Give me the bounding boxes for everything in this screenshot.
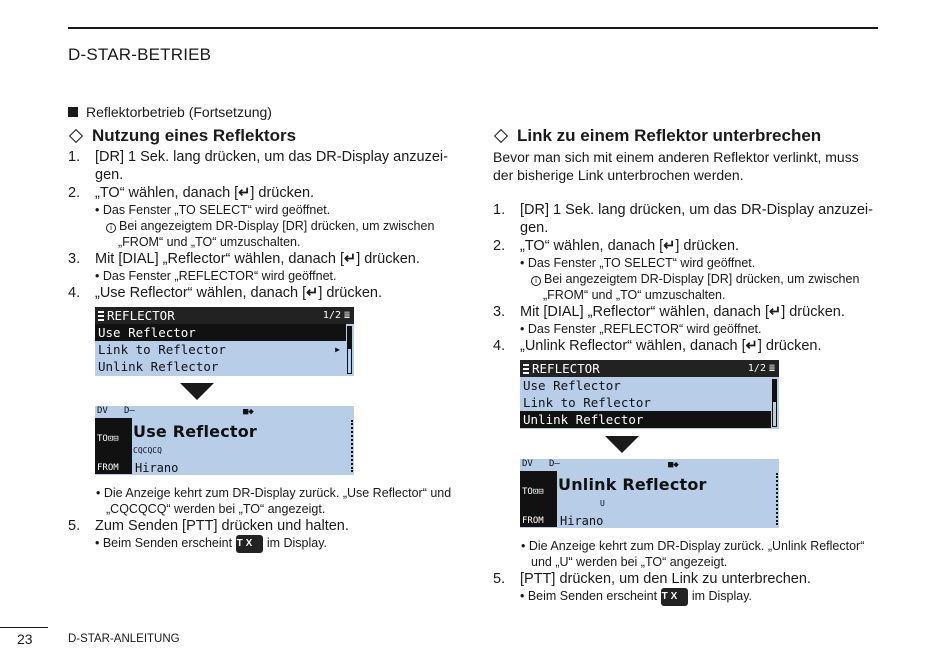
to-sub-value: CQCQCQ [133, 446, 162, 455]
to-label: TO⊡⊟ [95, 418, 132, 460]
to-sub-value: U [600, 499, 605, 508]
lcd-menu-page: 1/2 [747, 363, 766, 374]
step-number: 2. [493, 238, 506, 254]
to-label: TO⊡⊟ [520, 471, 557, 513]
lcd-menu-title: REFLECTOR [532, 361, 600, 376]
footer-label: D-STAR-ANLEITUNG [68, 633, 180, 645]
step [493, 337, 878, 355]
step-number: 1. [68, 149, 81, 165]
d-indicator: D– [124, 406, 135, 416]
lcd-menu-item-use-reflector[interactable]: Use Reflector [95, 324, 346, 341]
step [68, 517, 453, 535]
dv-indicator: DV [97, 406, 108, 416]
enter-key-icon: ↵ [344, 251, 357, 267]
signal-icon: ■◆ [243, 407, 254, 417]
scroll-bars-icon: ≣ [768, 363, 775, 374]
top-rule [68, 27, 878, 29]
step [493, 570, 878, 588]
lcd-menu-header [520, 360, 779, 377]
lcd-menu-item-link-to-reflector[interactable]: Link to Reflector [523, 395, 651, 410]
signal-icon: ■◆ [668, 460, 679, 470]
menu-bars-icon [98, 311, 104, 321]
step-number: 5. [68, 518, 81, 534]
lcd-menu-screen [520, 360, 779, 429]
step-number: 2. [68, 185, 81, 201]
note: • Das Fenster „TO SELECT“ wird geöffnet. [520, 256, 756, 270]
lcd-menu-item-use-reflector[interactable]: Use Reflector [523, 378, 621, 393]
tx-badge-icon: TX [661, 588, 689, 606]
note: • Das Fenster „REFLECTOR“ wird geöffnet. [520, 322, 762, 336]
callsign-icon: ⊡⊟ [532, 487, 544, 497]
from-value: Hirano [560, 514, 604, 528]
diamond-icon [69, 129, 83, 143]
step-text: [PTT] drücken, um den Link zu unterbrechen. [520, 571, 811, 587]
enter-key-icon: ↵ [238, 185, 251, 201]
left-column [68, 126, 453, 553]
right-heading [493, 126, 878, 146]
page-number: 23 [17, 631, 33, 647]
step-text: „Use Reflector“ wählen, danach [↵] drücken. [95, 285, 382, 301]
step [68, 148, 453, 184]
from-value: Hirano [135, 461, 179, 475]
dr-display-screen [520, 459, 779, 528]
lcd-menu-item-link-to-reflector[interactable]: Link to Reflector ▶ [98, 342, 340, 357]
step-text: Zum Senden [PTT] drücken und halten. [95, 518, 349, 534]
lcd-edge-marker [776, 473, 778, 525]
enter-key-icon: ↵ [769, 304, 782, 320]
lcd-menu-header [95, 307, 354, 324]
step-text: Mit [DIAL] „Reflector“ wählen, danach [↵] drücken. [95, 251, 420, 267]
step-number: 4. [68, 285, 81, 301]
step-text: [DR] 1 Sek. lang drücken, um das DR-Display anzuzei-gen. [520, 202, 873, 236]
step [68, 184, 453, 202]
scroll-bars-icon: ≣ [343, 310, 350, 321]
dv-indicator: DV [522, 459, 533, 469]
lcd-scrollbar [347, 326, 352, 374]
from-label: FROM [520, 513, 557, 527]
right-intro: Bevor man sich mit einem anderen Reflektor verlinkt, muss der bisherige Link unterbrochen werden. [493, 149, 859, 183]
enter-key-icon: ↵ [663, 238, 676, 254]
step [493, 201, 878, 237]
to-destination: Unlink Reflector [558, 475, 707, 494]
callsign-icon: ⊡⊟ [107, 434, 119, 444]
left-heading-text: Nutzung eines Reflektors [92, 126, 297, 145]
step-number: 5. [493, 571, 506, 587]
left-heading [68, 126, 453, 146]
step-number: 4. [493, 338, 506, 354]
menu-bars-icon [523, 364, 529, 374]
footer-rule [0, 627, 48, 628]
note: • Das Fenster „TO SELECT“ wird geöffnet. [95, 203, 331, 217]
square-bullet-icon [68, 107, 78, 117]
enter-key-icon: ↵ [745, 338, 758, 354]
info-icon: i [531, 276, 541, 286]
subhead [68, 104, 272, 120]
info-note: i Bei angezeigtem DR-Display [DR] drücken, um zwischen „FROM“ und „TO“ umzuschalten. [68, 218, 453, 250]
enter-key-icon: ↵ [306, 285, 319, 301]
lcd-menu-item-unlink-reflector[interactable]: Unlink Reflector [98, 359, 219, 374]
right-column [493, 126, 878, 606]
step-text: „TO“ wählen, danach [↵] drücken. [520, 238, 740, 254]
note: • Beim Senden erscheint TX im Display. [493, 588, 878, 606]
lcd-edge-marker [351, 420, 353, 472]
from-label: FROM [95, 460, 132, 474]
dr-display-screen [95, 406, 354, 475]
lcd-menu-screen [95, 307, 354, 376]
info-icon: i [106, 223, 116, 233]
section-title: D-STAR-BETRIEB [68, 45, 212, 64]
tx-badge-icon: TX [236, 535, 264, 553]
to-destination: Use Reflector [133, 422, 258, 441]
lcd-scrollbar [772, 379, 777, 427]
submenu-arrow-icon: ▶ [335, 345, 340, 354]
d-indicator: D– [549, 459, 560, 469]
step-text: Mit [DIAL] „Reflector“ wählen, danach [↵] drücken. [520, 304, 845, 320]
step [493, 237, 878, 255]
step-text: „Unlink Reflector“ wählen, danach [↵] drücken. [520, 338, 822, 354]
info-note: i Bei angezeigtem DR-Display [DR] drücken, um zwischen „FROM“ und „TO“ umzuschalten. [493, 271, 878, 303]
step-number: 1. [493, 202, 506, 218]
down-arrow-icon [180, 383, 214, 400]
lcd-menu-page: 1/2 [322, 310, 341, 321]
step-text: [DR] 1 Sek. lang drücken, um das DR-Display anzuzei-gen. [95, 149, 448, 183]
step-number: 3. [493, 304, 506, 320]
right-heading-text: Link zu einem Reflektor unterbrechen [517, 126, 822, 145]
step [68, 284, 453, 302]
note: • Das Fenster „REFLECTOR“ wird geöffnet. [95, 269, 337, 283]
step [68, 250, 453, 268]
step-number: 3. [68, 251, 81, 267]
step-text: „TO“ wählen, danach [↵] drücken. [95, 185, 315, 201]
note: • Die Anzeige kehrt zum DR-Display zurück. „Use Reflector“ und „CQCQCQ“ werden bei „TO“ angezeigt. [96, 486, 452, 516]
down-arrow-icon [605, 436, 639, 453]
lcd-menu-title: REFLECTOR [107, 308, 175, 323]
note: • Beim Senden erscheint TX im Display. [68, 535, 453, 553]
subhead-text: Reflektorbetrieb (Fortsetzung) [86, 104, 272, 120]
lcd-menu-item-unlink-reflector[interactable]: Unlink Reflector [520, 411, 771, 428]
diamond-icon [494, 129, 508, 143]
step [493, 303, 878, 321]
note: • Die Anzeige kehrt zum DR-Display zurück. „Unlink Reflector“ und „U“ werden bei „TO“ angezeigt. [521, 539, 865, 569]
